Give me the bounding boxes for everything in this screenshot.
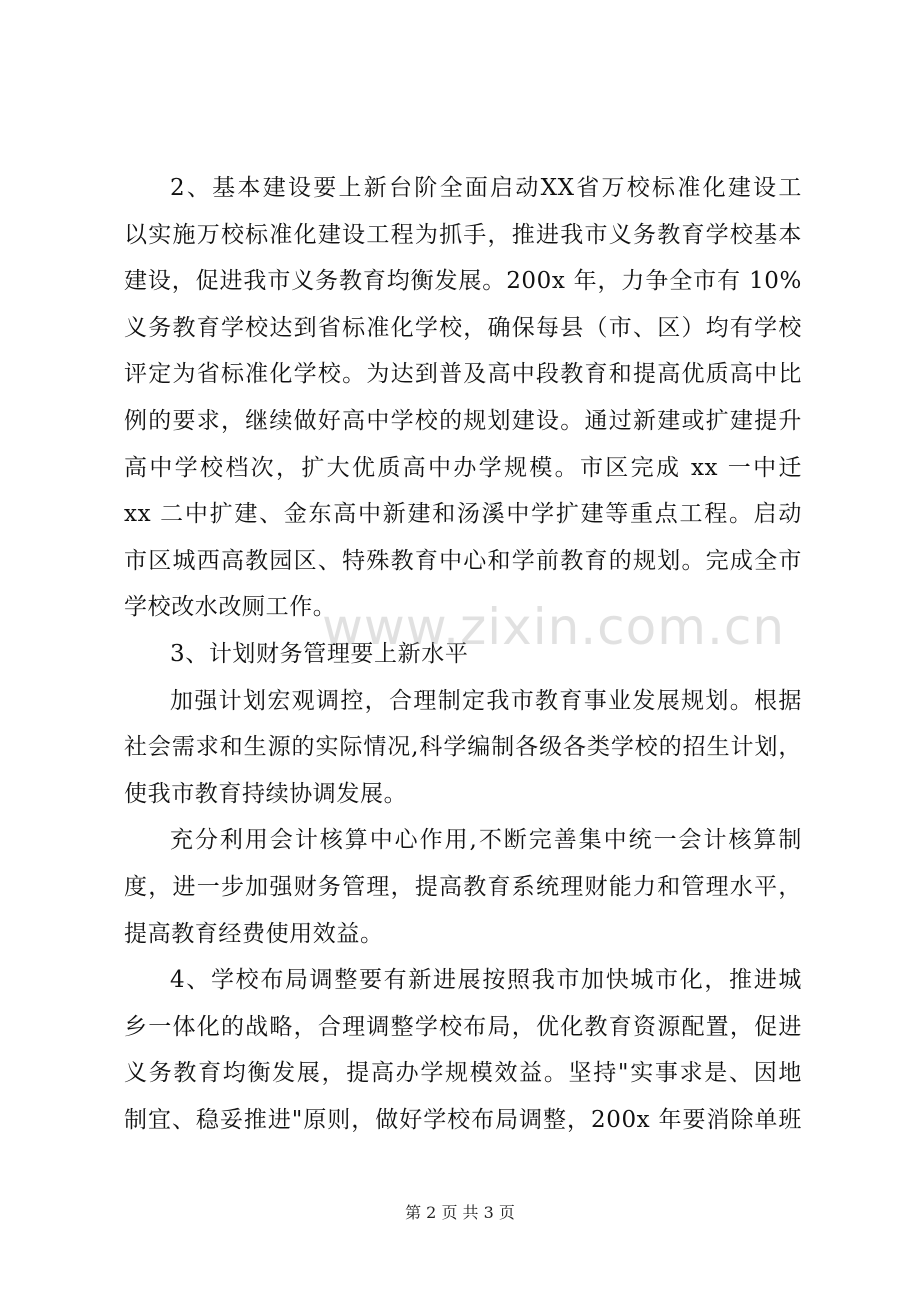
paragraph-line: 市区城西高教园区、特殊教育中心和学前教育的规划。完成全市 [124, 547, 802, 574]
paragraph-line: 社会需求和生源的实际情况,科学编制各级各类学校的招生计划， [124, 734, 802, 761]
paragraph-line: 乡一体化的战略，合理调整学校布局，优化教育资源配置，促进 [124, 1013, 802, 1040]
paragraph-line: 制宜、稳妥推进"原则，做好学校布局调整，200x 年要消除单班 [124, 1106, 802, 1133]
paragraph-line: 2、基本建设要上新台阶全面启动XX省万校标准化建设工 [170, 175, 802, 201]
paragraph-line: 义务教育学校达到省标准化学校，确保每县（市、区）均有学校 [124, 314, 802, 341]
paragraph-line: 高中学校档次，扩大优质高中办学规模。市区完成 xx 一中迁 [124, 454, 802, 481]
paragraph-line: 充分利用会计核算中心作用,不断完善集中统一会计核算制 [170, 827, 802, 854]
paragraph-line: 评定为省标准化学校。为达到普及高中段教育和提高优质高中比 [124, 361, 802, 388]
paragraph-line: 义务教育均衡发展，提高办学规模效益。坚持"实事求是、因地 [124, 1060, 802, 1087]
paragraph-basic-construction [124, 165, 802, 631]
section-heading-line: 3、计划财务管理要上新水平 [170, 640, 469, 667]
paragraph-line: 建设，促进我市义务教育均衡发展。200x 年，力争全市有 10% [124, 268, 802, 295]
paragraph-accounting [124, 817, 802, 957]
paragraph-school-layout [124, 957, 802, 1143]
paragraph-line: 例的要求，继续做好高中学校的规划建设。通过新建或扩建提升 [124, 407, 802, 434]
paragraph-line: 加强计划宏观调控，合理制定我市教育事业发展规划。根据 [170, 687, 802, 714]
page-number-footer: 第 2 页 共 3 页 [405, 1203, 515, 1222]
paragraph-line: 度，进一步加强财务管理，提高教育系统理财能力和管理水平， [124, 873, 802, 900]
paragraph-planning [124, 678, 802, 818]
paragraph-line: 4、学校布局调整要有新进展按照我市加快城市化，推进城 [170, 967, 802, 994]
paragraph-line: 学校改水改厕工作。 [124, 594, 337, 621]
watermark: www.zixin.com.cn [322, 598, 786, 656]
paragraph-line: 以实施万校标准化建设工程为抓手，推进我市义务教育学校基本 [124, 221, 802, 248]
paragraph-line: 提高教育经费使用效益。 [124, 920, 384, 947]
paragraph-line: 使我市教育持续协调发展。 [124, 780, 408, 807]
paragraph-line: xx 二中扩建、金东高中新建和汤溪中学扩建等重点工程。启动 [124, 501, 802, 528]
